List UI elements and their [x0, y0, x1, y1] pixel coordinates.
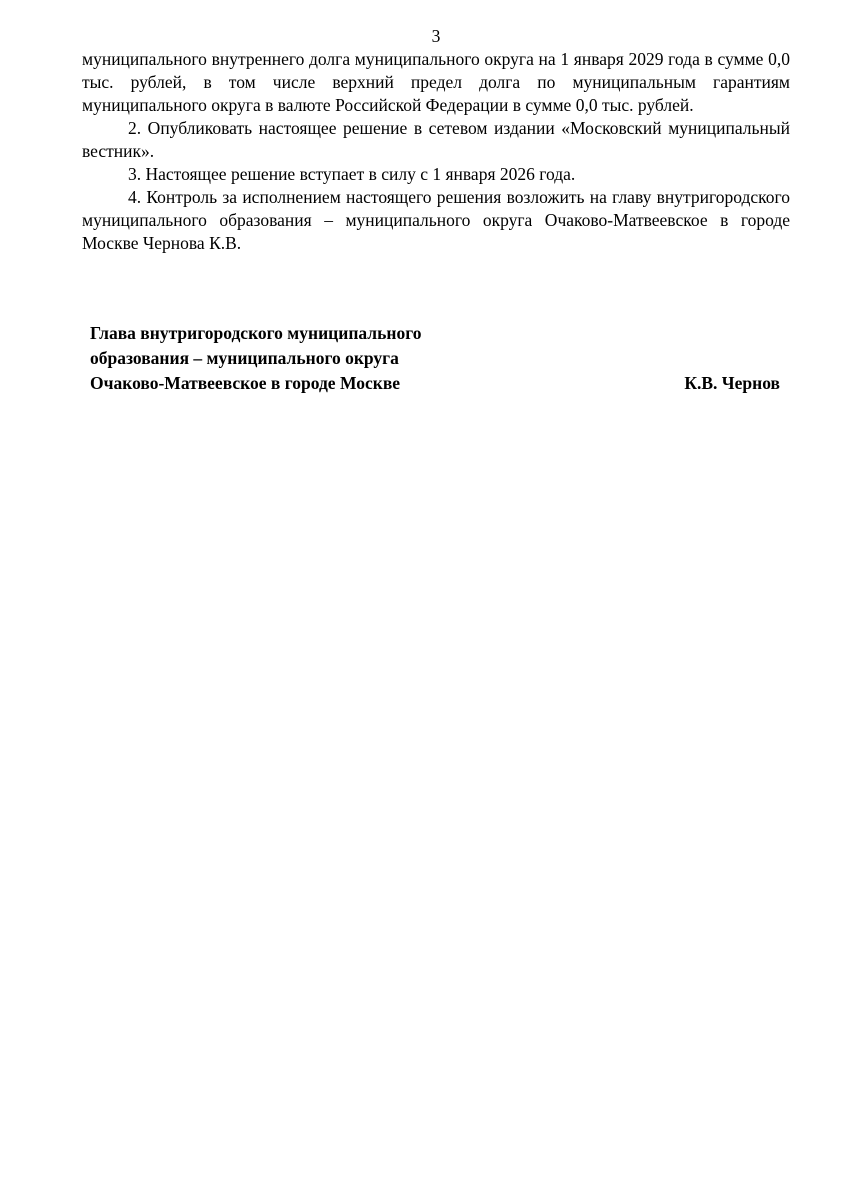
paragraph-item-2-publication: 2. Опубликовать настоящее решение в сетевом издании «Московский муниципальный вестник».: [82, 118, 790, 161]
signature-name: К.В. Чернов: [684, 373, 780, 393]
document-content: [82, 25, 790, 396]
signature-title-line-3: Очаково-Матвеевское в городе Москве: [90, 373, 401, 393]
document-body: [82, 48, 790, 255]
paragraph-debt-limit: муниципального внутреннего долга муниципального округа на 1 января 2029 года в сумме 0,0 тыс. рублей, в том числе верхний предел долга по муниципальным гарантиям муниципального округа в валюте Российской Федерации в сумме 0,0 тыс. рублей.: [82, 49, 790, 115]
signature-row: [90, 371, 790, 396]
signature-title-line-1: Глава внутригородского муниципального: [90, 323, 422, 343]
page-number: 3: [431, 26, 441, 46]
paragraph-item-3-effective-date: 3. Настоящее решение вступает в силу с 1 января 2026 года.: [128, 164, 576, 184]
signature-block: [82, 321, 790, 396]
signature-title-line-2: образования – муниципального округа: [90, 348, 399, 368]
paragraph-item-4-control: 4. Контроль за исполнением настоящего решения возложить на главу внутригородского муниципального образования – муниципального округа Очаково-Матвеевское в городе Москве Чернова К.В.: [82, 187, 790, 253]
